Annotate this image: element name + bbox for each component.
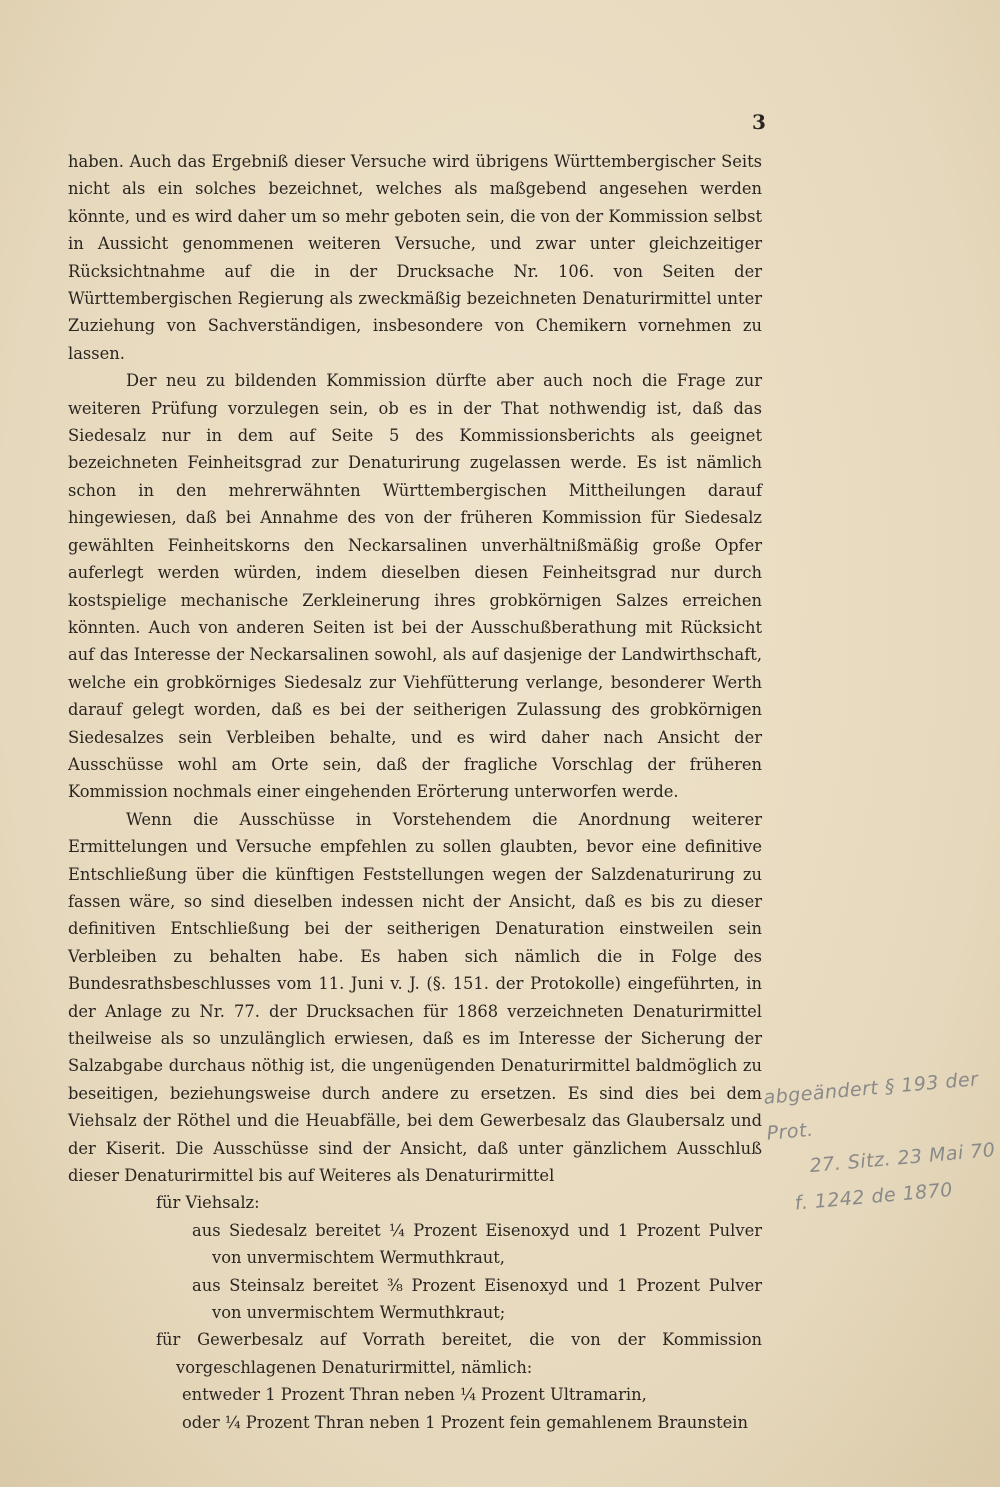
margin-note-line-2: 27. Sitz. 23 Mai 70 — [808, 1138, 997, 1178]
list-item-viehsalz-2: aus Steinsalz bereitet ⅜ Prozent Eisenoxyd und 1 Prozent Pulver von unvermischtem Wermuthkraut; — [192, 1275, 762, 1323]
list-heading-viehsalz: für Viehsalz: — [156, 1193, 260, 1213]
list-item-viehsalz-1: aus Siedesalz bereitet ¼ Prozent Eisenoxyd und 1 Prozent Pulver von unvermischtem Wermuthkraut, — [192, 1220, 762, 1268]
list-item-gewerbesalz-2: oder ¼ Prozent Thran neben 1 Prozent fein gemahlenem Braunstein — [182, 1412, 749, 1432]
body-text — [68, 148, 762, 1436]
handwritten-margin-note — [762, 1060, 1000, 1224]
paragraph-2: Der neu zu bildenden Kommission dürfte aber auch noch die Frage zur weiteren Prüfung vorzulegen sein, ob es in der That nothwendig ist, daß das Siedesalz nur in dem auf Seite 5 des Kommissionsberichts als geeignet bezeichneten Feinheitsgrad zur Denaturirung zugelassen werde. Es ist nämlich schon in den mehrerwähnten Württembergischen Mittheilungen darauf hingewiesen, daß bei Annahme des von der früheren Kommission für Siedesalz gewählten Feinheitskorns den Neckarsalinen unverhältnißmäßig große Opfer auferlegt werden würden, indem dieselben diesen Feinheitsgrad nur durch kostspielige mechanische Zerkleinerung ihres grobkörnigen Salzes erreichen könnten. Auch von anderen Seiten ist bei der Ausschußberathung mit Rücksicht auf das Interesse der Neckarsalinen sowohl, als auf dasjenige der Landwirthschaft, welche ein grobkörniges Siedesalz zur Viehfütterung verlange, besonderer Werth darauf gelegt worden, daß es bei der seitherigen Zulassung des grobkörnigen Siedesalzes sein Verbleiben behalte, und es wird daher nach Ansicht der Ausschüsse wohl am Orte sein, daß der fragliche Vorschlag der früheren Kommission nochmals einer eingehenden Erörterung unterworfen werde. — [68, 371, 762, 802]
margin-note-line-3: f. 1242 de 1870 — [793, 1178, 954, 1215]
list-item-gewerbesalz-1: entweder 1 Prozent Thran neben ¼ Prozent Ultramarin, — [182, 1385, 647, 1405]
list-heading-gewerbesalz: für Gewerbesalz auf Vorrath bereitet, die von der Kommission vorgeschlagenen Denaturirmittel, nämlich: — [156, 1330, 762, 1377]
paragraph-1: haben. Auch das Ergebniß dieser Versuche wird übrigens Württembergischer Seits nicht als ein solches bezeichnet, welches als maßgebend angesehen werden könnte, und es wird daher um so mehr geboten sein, die von der Kommission selbst in Aussicht genommenen weiteren Versuche, und zwar unter gleichzeitiger Rücksichtnahme auf die in der Drucksache Nr. 106. von Seiten der Württembergischen Regierung als zweckmäßig bezeichneten Denaturirmittel unter Zuziehung von Sachverständigen, insbesondere von Chemikern vornehmen zu lassen. — [68, 152, 762, 363]
margin-note-line-1: abgeändert § 193 der Prot. — [762, 1068, 980, 1145]
paragraph-3: Wenn die Ausschüsse in Vorstehendem die Anordnung weiterer Ermittelungen und Versuche empfehlen zu sollen glaubten, bevor eine definitive Entschließung über die künftigen Feststellungen wegen der Salzdenaturirung zu fassen wäre, so sind dieselben indessen nicht der Ansicht, daß es bis zu dieser definitiven Entschließung bei der seitherigen Denaturation einstweilen sein Verbleiben zu behalten habe. Es haben sich nämlich die in Folge des Bundesrathsbeschlusses vom 11. Juni v. J. (§. 151. der Protokolle) eingeführten, in der Anlage zu Nr. 77. der Drucksachen für 1868 verzeichneten Denaturirmittel theilweise als so unzulänglich erwiesen, daß es im Interesse der Sicherung der Salzabgabe durchaus nöthig ist, die ungenügenden Denaturirmittel baldmöglich zu beseitigen, beziehungsweise durch andere zu ersetzen. Es sind dies bei dem Viehsalz der Röthel und die Heuabfälle, bei dem Gewerbesalz das Glaubersalz und der Kiserit. Die Ausschüsse sind der Ansicht, daß unter gänzlichem Ausschluß dieser Denaturirmittel bis auf Weiteres als Denaturirmittel — [68, 809, 762, 1186]
page-number: 3 — [752, 110, 766, 134]
